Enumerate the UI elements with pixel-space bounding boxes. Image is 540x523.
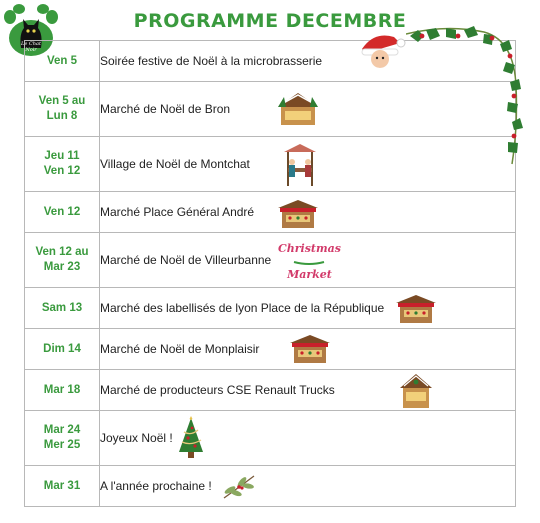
christmas-market-badge-word: Market [287,268,332,281]
event-name: Village de Noël de Montchat [100,157,250,172]
event-cell [100,233,516,288]
event-date-line: Sam 13 [41,301,83,314]
market-stall-icon [394,293,438,328]
christmas-market-badge-word: Christmas [278,242,341,255]
event-cell [100,466,516,507]
event-name: Marché de Noël de Bron [100,102,231,117]
event-date-line: Mar 18 [43,383,81,396]
swash-icon [278,255,341,268]
table-row [25,233,516,288]
event-date-line: Ven 5 [46,54,78,67]
event-cell [100,370,516,411]
event-date [25,137,100,192]
event-name: Marché Place Général André [100,205,255,220]
event-name: Joyeux Noël ! [100,431,173,446]
event-name: Marché de producteurs CSE Renault Trucks [100,383,335,398]
chalet-market-icon [276,91,320,130]
table-row [25,466,516,507]
table-row [25,370,516,411]
santa-icon [354,31,406,74]
christmas-market-lettering-icon [278,242,341,281]
event-cell [100,288,516,329]
event-name: Soirée festive de Noël à la microbrasserie [100,54,323,69]
mistletoe-icon [222,474,256,503]
event-name: Marché des labellisés de lyon Place de la République [100,301,385,316]
event-date-line: Mar 23 [43,261,81,273]
event-date-line: Ven 12 [43,205,81,218]
event-date-line: Mar 24 [43,424,81,436]
event-date-line: Dim 14 [43,342,81,355]
christmas-tree-icon [176,416,206,463]
table-row [25,288,516,329]
event-date-line: Mar 31 [43,479,81,492]
event-date-line: Ven 12 [43,165,81,177]
event-name: Marché de Noël de Monplaisir [100,342,260,357]
event-date [25,41,100,82]
table-row [25,329,516,370]
event-date [25,329,100,370]
logo-text: Le Chat Noir [21,41,41,53]
chalet-stall-icon [398,372,434,413]
event-cell [100,411,516,466]
event-date [25,82,100,137]
event-cell [100,329,516,370]
event-date [25,233,100,288]
vendors-stall-icon [280,142,320,191]
event-date [25,370,100,411]
event-date-line: Ven 12 au [35,246,89,258]
table-row [25,192,516,233]
table-row [25,411,516,466]
event-date [25,466,100,507]
event-cell [100,192,516,233]
event-date [25,288,100,329]
event-date-line: Lun 8 [46,110,78,122]
event-date [25,411,100,466]
holly-garland-icon [406,26,526,166]
market-stall-icon [288,333,332,368]
page-title: PROGRAMME DECEMBRE [133,10,407,32]
event-name: Marché de Noël de Villeurbanne [100,253,272,268]
event-name: A l'année prochaine ! [100,479,212,494]
market-stall-icon [276,198,320,233]
event-date [25,192,100,233]
event-date-line: Jeu 11 [44,150,80,162]
event-date-line: Mer 25 [43,439,81,451]
event-date-line: Ven 5 au [38,95,86,107]
